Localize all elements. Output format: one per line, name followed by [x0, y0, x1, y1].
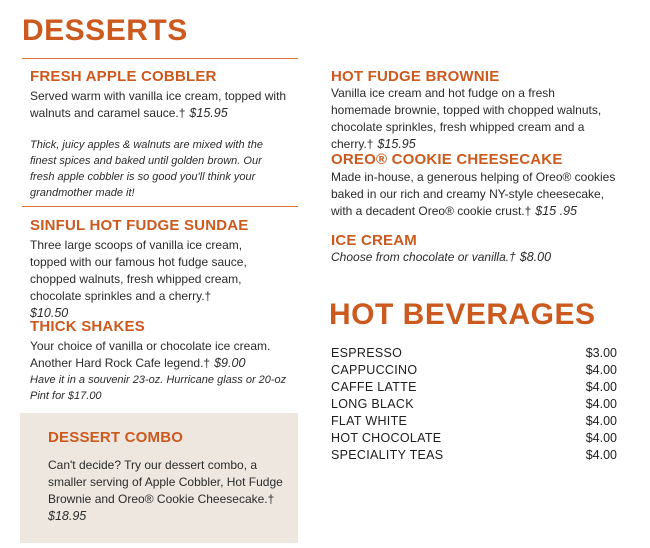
beverage-row: [331, 396, 617, 413]
apple-cobbler-desc-text: Served warm with vanilla ice cream, topped with walnuts and caramel sauce.†: [30, 89, 287, 120]
beverage-row: [331, 362, 617, 379]
beverage-name: CAFFE LATTE: [331, 380, 417, 394]
ice-cream-title: ICE CREAM: [331, 232, 417, 249]
ice-cream-price: $8.00: [519, 250, 552, 264]
beverage-price: $4.00: [585, 397, 617, 411]
ice-cream-description: [331, 249, 617, 266]
brownie-price: $15.95: [377, 137, 416, 151]
desserts-heading: DESSERTS: [22, 14, 188, 47]
beverage-name: LONG BLACK: [331, 397, 414, 411]
section-divider: [22, 206, 298, 207]
sundae-description: [30, 237, 282, 322]
beverage-row: [331, 413, 617, 430]
sundae-desc-text: Three large scoops of vanilla ice cream, topped with our famous hot fudge sauce, chopped walnuts, fresh whipped cream, chocolate sprinkles and a cherry.†: [30, 238, 247, 303]
ice-cream-desc-text: Choose from chocolate or vanilla.†: [331, 250, 516, 264]
beverage-name: SPECIALITY TEAS: [331, 448, 444, 462]
brownie-title: HOT FUDGE BROWNIE: [331, 68, 500, 85]
cheesecake-price: $15 .95: [535, 204, 577, 218]
beverage-price: $4.00: [585, 380, 617, 394]
sundae-title: SINFUL HOT FUDGE SUNDAE: [30, 217, 249, 234]
combo-desc-text: Can't decide? Try our dessert combo, a smaller serving of Apple Cobbler, Hot Fudge Brownie and Oreo® Cookie Cheesecake.†: [48, 458, 283, 506]
brownie-description: [331, 85, 617, 153]
beverage-row: [331, 430, 617, 447]
beverage-name: HOT CHOCOLATE: [331, 431, 442, 445]
apple-cobbler-price: $15.95: [189, 106, 228, 120]
beverage-row: [331, 345, 617, 362]
shakes-desc-text: Your choice of vanilla or chocolate ice cream. Another Hard Rock Cafe legend.†: [30, 339, 271, 370]
beverage-price: $4.00: [585, 431, 617, 445]
beverage-row: [331, 379, 617, 396]
hot-beverages-heading: HOT BEVERAGES: [329, 298, 596, 331]
combo-description: [48, 457, 284, 525]
cheesecake-description: [331, 169, 617, 220]
sundae-price: $10.50: [30, 306, 69, 320]
shakes-note: Have it in a souvenir 23-oz. Hurricane glass or 20-oz Pint for $17.00: [30, 374, 287, 402]
apple-cobbler-note: Thick, juicy apples & walnuts are mixed with the finest spices and baked until golden brown. Our fresh apple cobbler is so good you'll think your grandmother made it!: [30, 139, 263, 199]
beverage-name: CAPPUCCINO: [331, 363, 418, 377]
cheesecake-title: OREO® COOKIE CHEESECAKE: [331, 151, 563, 168]
shakes-price: $9.00: [214, 356, 246, 370]
brownie-desc-text: Vanilla ice cream and hot fudge on a fresh homemade brownie, topped with chopped walnuts, chocolate sprinkles, fresh whipped cream and a cherry.†: [331, 86, 602, 151]
combo-title: DESSERT COMBO: [48, 429, 184, 446]
beverage-row: [331, 447, 617, 464]
beverage-name: ESPRESSO: [331, 346, 403, 360]
beverage-price: $3.00: [585, 346, 617, 360]
beverage-price: $4.00: [585, 363, 617, 377]
beverage-list: [331, 345, 617, 464]
beverage-name: FLAT WHITE: [331, 414, 408, 428]
cheesecake-desc-text: Made in-house, a generous helping of Oreo® cookies baked in our rich and creamy NY-style cheesecake, with a decadent Oreo® cookie crust.†: [331, 170, 616, 218]
combo-price: $18.95: [48, 509, 87, 523]
beverage-price: $4.00: [585, 414, 617, 428]
apple-cobbler-description: [30, 88, 292, 122]
dessert-combo-panel: [20, 413, 298, 543]
shakes-title: THICK SHAKES: [30, 318, 145, 335]
heading-divider: [22, 58, 298, 59]
apple-cobbler-title: FRESH APPLE COBBLER: [30, 68, 217, 85]
beverage-price: $4.00: [585, 448, 617, 462]
shakes-description: [30, 338, 288, 372]
